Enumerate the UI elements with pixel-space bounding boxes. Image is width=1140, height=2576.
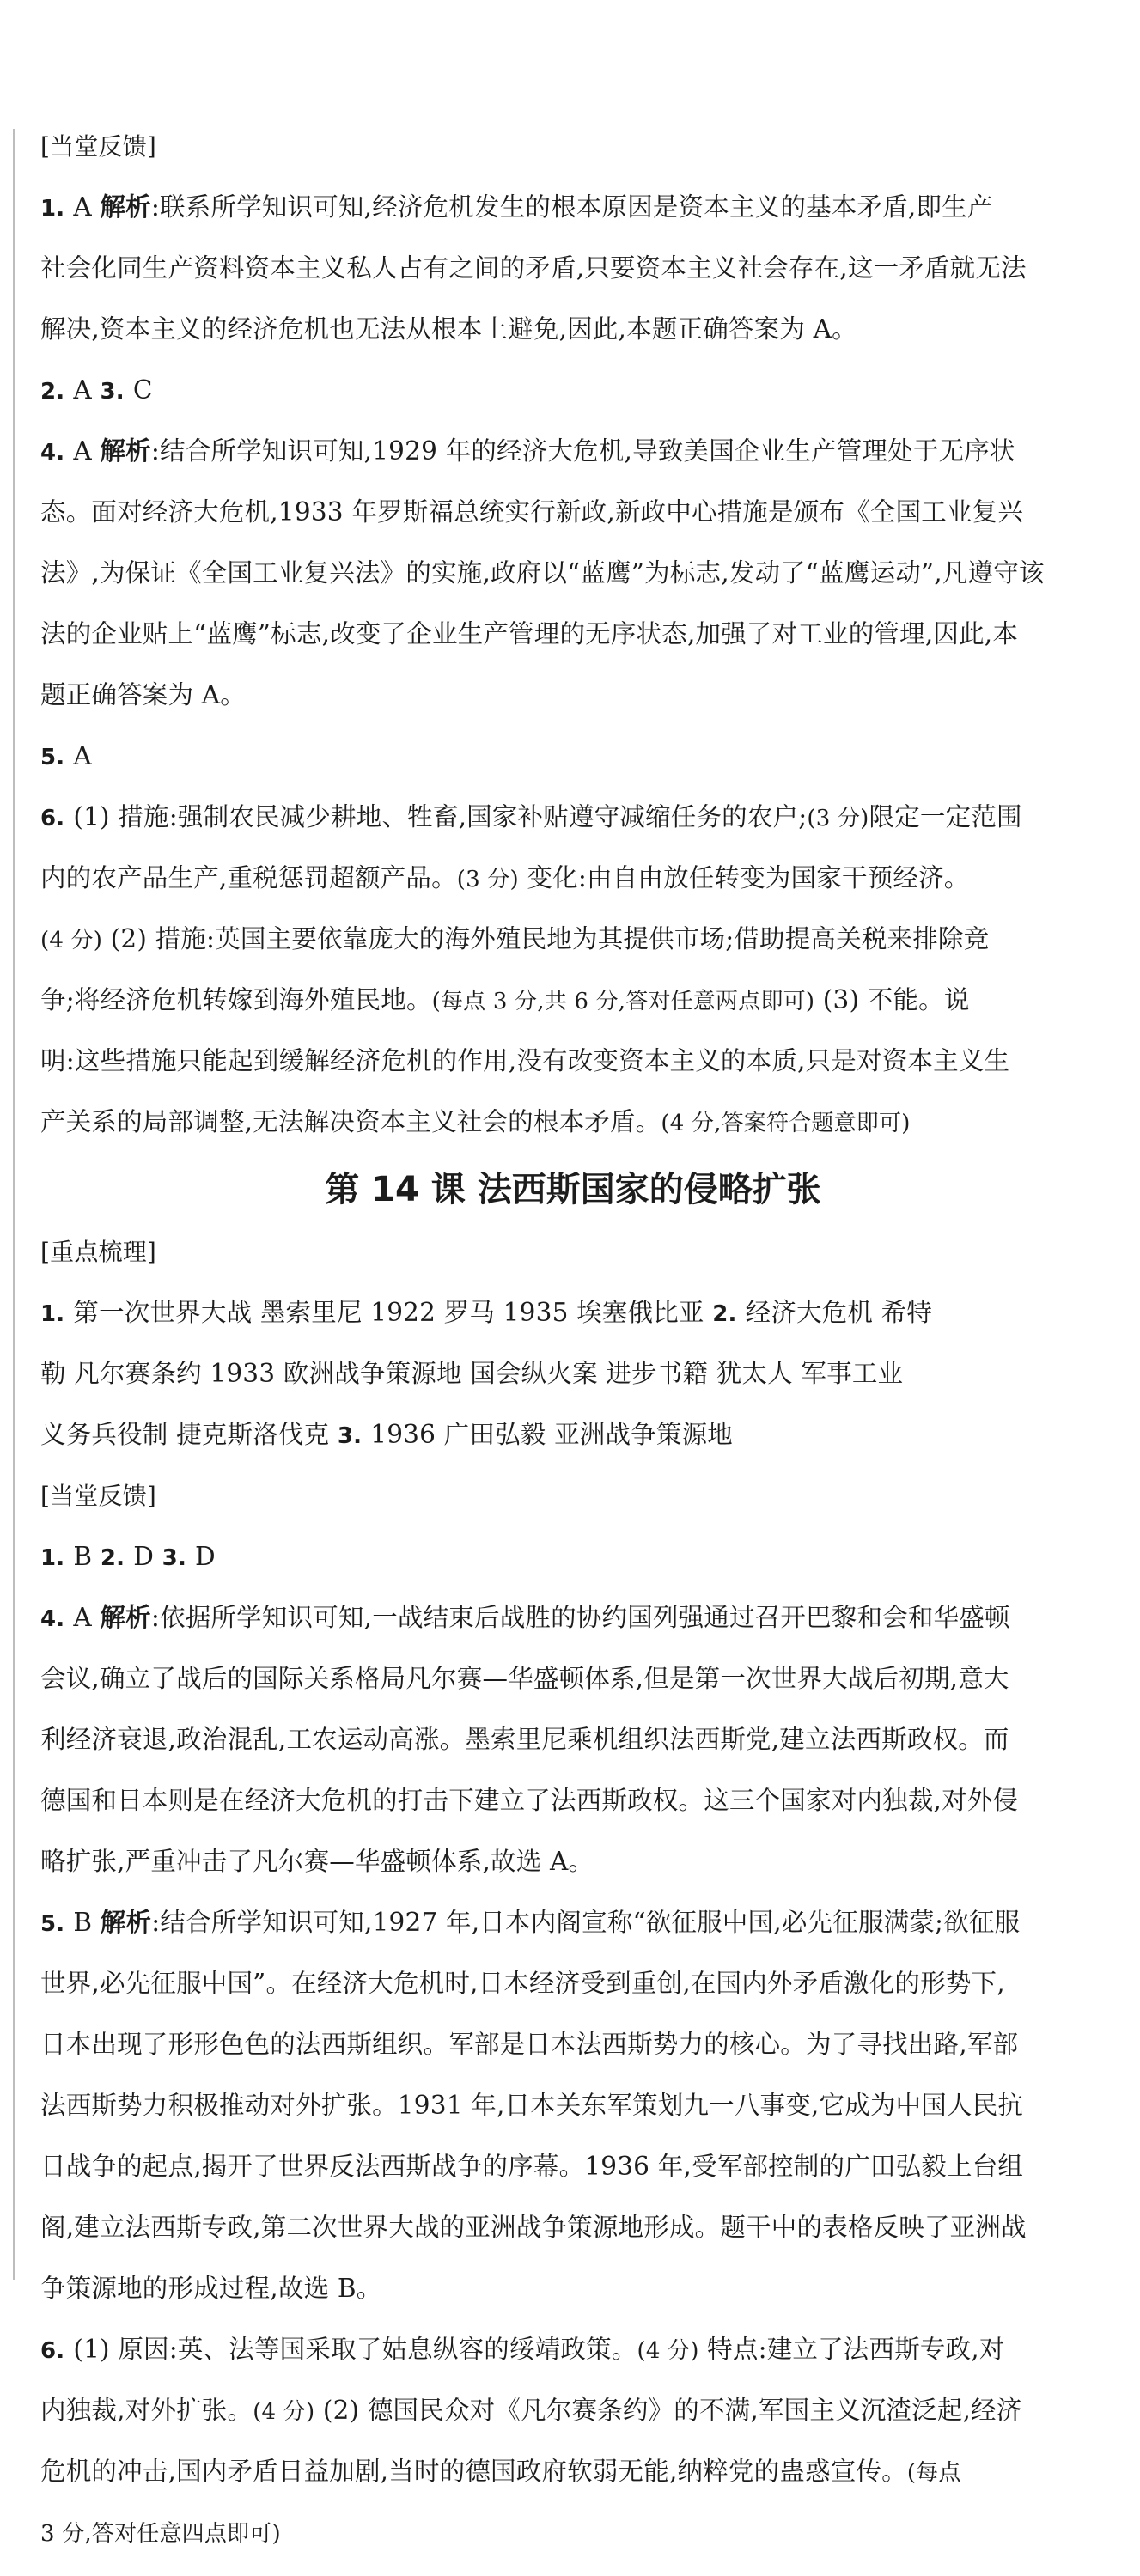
answer-line bbox=[40, 373, 1106, 407]
answer-line bbox=[40, 617, 1106, 651]
score-note: (每点 bbox=[906, 2460, 961, 2486]
answer-line bbox=[40, 1783, 1106, 1818]
answer-text: 特点:建立了法西斯专政,对 bbox=[698, 2335, 1005, 2364]
question-number: 2. bbox=[712, 1301, 737, 1327]
answer-line bbox=[40, 190, 1106, 224]
answer-text: :联系所学知识可知,经济危机发生的根本原因是资本主义的基本矛盾,即生产 bbox=[150, 192, 993, 222]
section-key-points-14 bbox=[40, 1234, 1106, 1452]
answer-page bbox=[40, 129, 1106, 2576]
answer-text: 内的农产品生产,重税惩罚超额产品。 bbox=[40, 863, 457, 892]
answer-text: 社会化同生产资料资本主义私人占有之间的矛盾,只要资本主义社会存在,这一矛盾就无法 bbox=[40, 253, 1027, 283]
answer-line bbox=[40, 2271, 1106, 2305]
answer-text: 解决,资本主义的经济危机也无法从根本上避免,因此,本题正确答案为 A。 bbox=[40, 314, 857, 344]
question-number: 2. bbox=[40, 379, 65, 405]
answer-text: 法》,为保证《全国工业复兴法》的实施,政府以“蓝鹰”为标志,发动了“蓝鹰运动”,凡遵守该 bbox=[40, 558, 1045, 588]
answer-text: 德国和日本则是在经济大危机的打击下建立了法西斯政权。这三个国家对内独裁,对外侵 bbox=[40, 1786, 1019, 1815]
answer-line bbox=[40, 2515, 1106, 2549]
answer-text: (2) 措施:英国主要依靠庞大的海外殖民地为其提供市场;借助提高关税来排除竞 bbox=[102, 924, 990, 953]
section-header-label: [当堂反馈] bbox=[40, 132, 157, 161]
analysis-keyword: 解析 bbox=[100, 435, 151, 466]
answer-text: 第一次世界大战 墨索里尼 1922 罗马 1935 埃塞俄比亚 bbox=[73, 1298, 713, 1327]
answer-line bbox=[40, 861, 1106, 895]
answer-line bbox=[40, 2088, 1106, 2122]
question-number: 6. bbox=[40, 806, 65, 831]
answer-text: (1) 原因:英、法等国采取了姑息纵容的绥靖政策。 bbox=[73, 2335, 637, 2364]
answer-text: :依据所学知识可知,一战结束后战胜的协约国列强通过召开巴黎和会和华盛顿 bbox=[150, 1603, 1010, 1632]
answer-line bbox=[40, 1539, 1106, 1574]
question-number: 2. bbox=[100, 1545, 125, 1571]
answer-text: 题正确答案为 A。 bbox=[40, 680, 246, 709]
answer-line bbox=[40, 1295, 1106, 1330]
answer-choice: D bbox=[133, 1542, 162, 1571]
question-number: 5. bbox=[40, 745, 65, 770]
answer-choice: A bbox=[73, 1603, 101, 1632]
score-note: (3 分) bbox=[456, 867, 519, 892]
answer-line bbox=[40, 312, 1106, 346]
answer-line bbox=[40, 1600, 1106, 1635]
answer-text: 会议,确立了战后的国际关系格局凡尔赛—华盛顿体系,但是第一次世界大战后初期,意大 bbox=[40, 1664, 1009, 1693]
answer-text: 日战争的起点,揭开了世界反法西斯战争的序幕。1936 年,受军部控制的广田弘毅上台组 bbox=[40, 2152, 1024, 2181]
answer-line bbox=[40, 434, 1106, 468]
question-number: 3. bbox=[337, 1423, 363, 1449]
answer-line bbox=[40, 1044, 1106, 1078]
answer-choice: A bbox=[73, 436, 101, 466]
answer-text: 阁,建立法西斯专政,第二次世界大战的亚洲战争策源地形成。题干中的表格反映了亚洲战 bbox=[40, 2213, 1027, 2242]
answer-line bbox=[40, 2210, 1106, 2244]
question-number: 4. bbox=[40, 1606, 65, 1632]
answer-text: 利经济衰退,政治混乱,工农运动高涨。墨索里尼乘机组织法西斯党,建立法西斯政权。而 bbox=[40, 1725, 1009, 1754]
analysis-keyword: 解析 bbox=[100, 1602, 151, 1632]
answer-line bbox=[40, 2393, 1106, 2427]
answer-line bbox=[40, 1661, 1106, 1696]
answer-line bbox=[40, 1356, 1106, 1391]
score-note: (4 分) bbox=[253, 2399, 315, 2425]
section-feedback-13 bbox=[40, 129, 1106, 1139]
question-number: 6. bbox=[40, 2338, 65, 2364]
analysis-keyword: 解析 bbox=[100, 1907, 152, 1937]
score-note: 3 分,答对任意四点即可) bbox=[40, 2521, 281, 2547]
section-header-label: [当堂反馈] bbox=[40, 1482, 157, 1510]
answer-text: 勒 凡尔赛条约 1933 欧洲战争策源地 国会纵火案 进步书籍 犹太人 军事工业 bbox=[40, 1359, 904, 1388]
question-number: 4. bbox=[40, 440, 65, 466]
answer-text: 态。面对经济大危机,1933 年罗斯福总统实行新政,新政中心措施是颁布《全国工业复兴 bbox=[40, 497, 1024, 527]
answer-choice: A bbox=[73, 192, 101, 222]
section-feedback-14 bbox=[40, 1478, 1106, 2549]
answer-choice: B bbox=[73, 1908, 101, 1937]
answer-text: 明:这些措施只能起到缓解经济危机的作用,没有改变资本主义的本质,只是对资本主义生 bbox=[40, 1046, 1010, 1075]
question-number: 1. bbox=[40, 1301, 65, 1327]
answer-text: 危机的冲击,国内矛盾日益加剧,当时的德国政府软弱无能,纳粹党的蛊惑宣传。 bbox=[40, 2457, 907, 2486]
answer-line bbox=[40, 2454, 1106, 2488]
answer-text: 经济大危机 希特 bbox=[745, 1298, 933, 1327]
score-note: (4 分) bbox=[637, 2338, 699, 2364]
answer-text: (1) 措施:强制农民减少耕地、牲畜,国家补贴遵守减缩任务的农户; bbox=[73, 802, 808, 831]
answer-choice: C bbox=[132, 375, 153, 405]
section-header-label: [重点梳理] bbox=[40, 1238, 157, 1266]
score-note: (4 分,答案符合题意即可) bbox=[661, 1111, 911, 1136]
answer-text: 1936 广田弘毅 亚洲战争策源地 bbox=[370, 1420, 733, 1449]
score-note: (每点 3 分,共 6 分,答对任意两点即可) bbox=[431, 989, 815, 1014]
question-number: 1. bbox=[40, 1545, 65, 1571]
section-header bbox=[40, 129, 1106, 163]
answer-text: 法西斯势力积极推动对外扩张。1931 年,日本关东军策划九一八事变,它成为中国人民抗 bbox=[40, 2091, 1024, 2120]
answer-text: 日本出现了形形色色的法西斯组织。军部是日本法西斯势力的核心。为了寻找出路,军部 bbox=[40, 2030, 1019, 2059]
answer-text: 争;将经济危机转嫁到海外殖民地。 bbox=[40, 985, 432, 1014]
answer-text: :结合所学知识可知,1927 年,日本内阁宣称“欲征服中国,必先征服满蒙;欲征服 bbox=[151, 1908, 1021, 1937]
answer-choice: D bbox=[195, 1542, 216, 1571]
answer-text: 内独裁,对外扩张。 bbox=[40, 2396, 253, 2425]
question-number: 3. bbox=[162, 1545, 187, 1571]
answer-line bbox=[40, 1844, 1106, 1879]
question-number: 3. bbox=[100, 379, 125, 405]
answer-line bbox=[40, 922, 1106, 956]
answer-choice: A bbox=[73, 375, 101, 405]
answer-line bbox=[40, 1722, 1106, 1757]
score-note: (4 分) bbox=[40, 928, 103, 953]
answer-line bbox=[40, 556, 1106, 590]
question-number: 5. bbox=[40, 1911, 65, 1937]
answer-text: 法的企业贴上“蓝鹰”标志,改变了企业生产管理的无序状态,加强了对工业的管理,因此,本 bbox=[40, 619, 1019, 649]
answer-text: 世界,必先征服中国”。在经济大危机时,日本经济受到重创,在国内外矛盾激化的形势下, bbox=[40, 1969, 1005, 1998]
answer-line bbox=[40, 678, 1106, 712]
question-number: 1. bbox=[40, 196, 65, 222]
answer-line bbox=[40, 2149, 1106, 2183]
answer-line bbox=[40, 1905, 1106, 1940]
answer-line bbox=[40, 2027, 1106, 2061]
answer-line bbox=[40, 983, 1106, 1017]
answer-line bbox=[40, 1417, 1106, 1452]
section-header bbox=[40, 1234, 1106, 1269]
analysis-keyword: 解析 bbox=[100, 192, 151, 222]
answer-text: :结合所学知识可知,1929 年的经济大危机,导致美国企业生产管理处于无序状 bbox=[150, 436, 1015, 466]
answer-line bbox=[40, 800, 1106, 834]
answer-line bbox=[40, 495, 1106, 529]
section-header bbox=[40, 1478, 1106, 1513]
answer-text: 争策源地的形成过程,故选 B。 bbox=[40, 2274, 382, 2303]
answer-text: 略扩张,严重冲击了凡尔赛—华盛顿体系,故选 A。 bbox=[40, 1847, 594, 1876]
score-note: (3 分) bbox=[807, 806, 869, 831]
answer-text: (3) 不能。说 bbox=[814, 985, 970, 1014]
answer-text: 产关系的局部调整,无法解决资本主义社会的根本矛盾。 bbox=[40, 1107, 661, 1136]
answer-text: 变化:由自由放任转变为国家干预经济。 bbox=[518, 863, 970, 892]
page-margin-line bbox=[13, 129, 15, 2280]
answer-line bbox=[40, 2332, 1106, 2366]
answer-line bbox=[40, 739, 1106, 773]
answer-choice: A bbox=[73, 741, 92, 770]
answer-line bbox=[40, 251, 1106, 285]
answer-line bbox=[40, 1105, 1106, 1139]
answer-text: 义务兵役制 捷克斯洛伐克 bbox=[40, 1420, 338, 1449]
answer-text: (2) 德国民众对《凡尔赛条约》的不满,军国主义沉渣泛起,经济 bbox=[314, 2396, 1022, 2425]
answer-text: 限定一定范围 bbox=[869, 802, 1022, 831]
lesson-title: 第 14 课 法西斯国家的侵略扩张 bbox=[325, 1170, 821, 1209]
answer-choice: B bbox=[73, 1542, 101, 1571]
answer-line bbox=[40, 1966, 1106, 2001]
